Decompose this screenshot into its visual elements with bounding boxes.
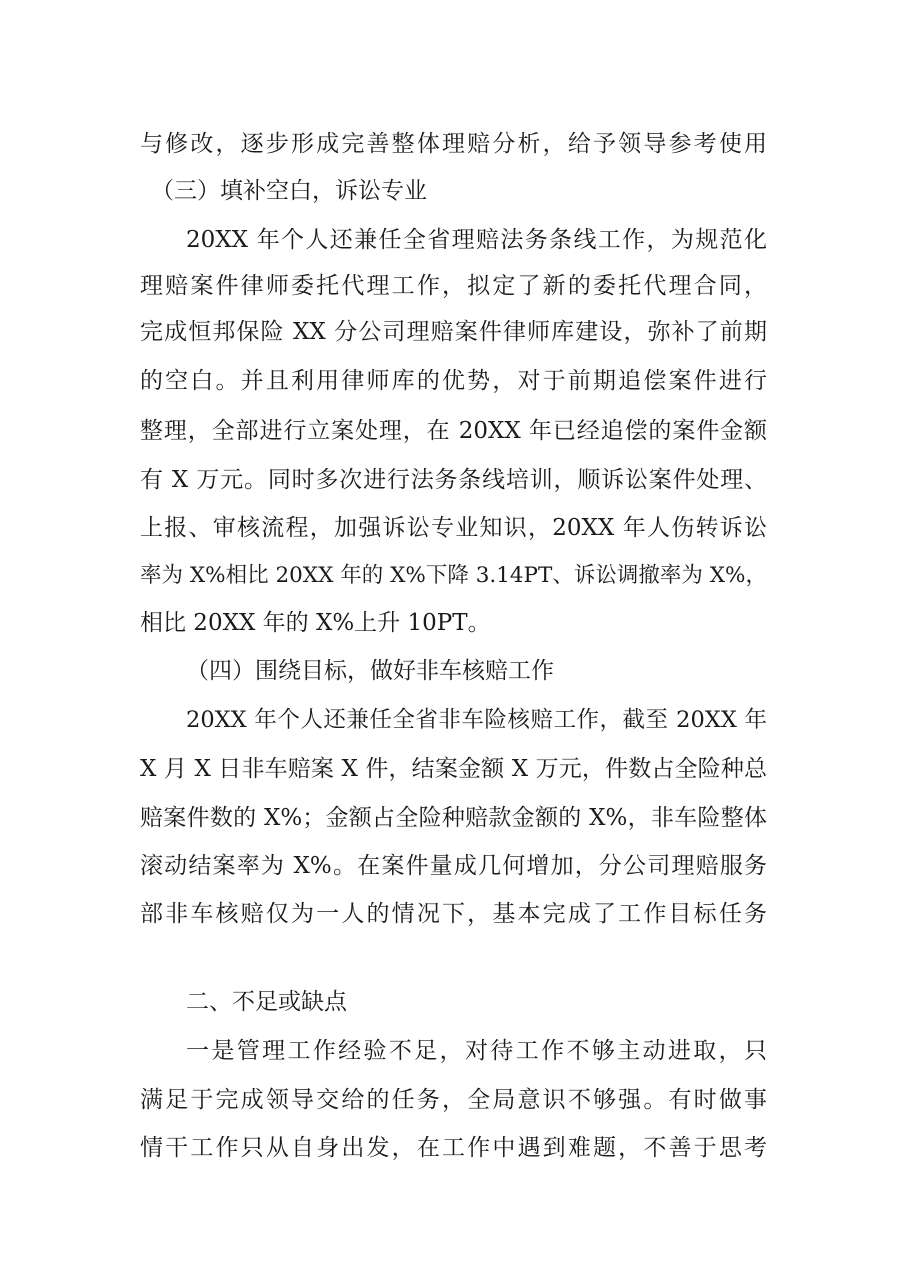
section-heading: （四）围绕目标，做好非车核赔工作 [186,658,554,684]
paragraph-line: X 月 X 日非车赔案 X 件，结案金额 X 万元，件数占全险种总 [140,756,767,782]
paragraph-line: 相比 20XX 年的 X%上升 10PT。 [140,610,491,636]
paragraph-line: 的空白。并且利用律师库的优势，对于前期追偿案件进行 [140,368,767,394]
paragraph-line: 情干工作只从自身出发，在工作中遇到难题，不善于思考 [140,1135,767,1161]
paragraph-line: 赔案件数的 X%；金额占全险种赔款金额的 X%，非车险整体 [140,805,767,831]
paragraph-line: 20XX 年个人还兼任全省理赔法务条线工作，为规范化 [186,227,767,253]
paragraph-line: 完成恒邦保险 XX 分公司理赔案件律师库建设，弥补了前期 [140,319,767,345]
section-heading: （三）填补空白，诉讼专业 [151,178,427,204]
paragraph-line: 滚动结案率为 X%。在案件量成几何增加，分公司理赔服务 [140,853,767,879]
paragraph-line: 与修改，逐步形成完善整体理赔分析，给予领导参考使用 [140,131,767,157]
paragraph-line: 整理，全部进行立案处理，在 20XX 年已经追偿的案件金额 [140,418,767,444]
paragraph-line: 有 X 万元。同时多次进行法务条线培训，顺诉讼案件处理、 [140,467,767,493]
paragraph-line: 一是管理工作经验不足，对待工作不够主动进取，只 [186,1038,767,1064]
paragraph-line: 20XX 年个人还兼任全省非车险核赔工作，截至 20XX 年 [186,707,767,733]
section-heading: 二、不足或缺点 [186,989,347,1015]
paragraph-line: 上报、审核流程，加强诉讼专业知识，20XX 年人伤转诉讼 [140,515,767,541]
paragraph-line: 满足于完成领导交给的任务，全局意识不够强。有时做事 [140,1087,767,1113]
paragraph-line: 率为 X%相比 20XX 年的 X%下降 3.14PT、诉讼调撤率为 X%， [140,563,767,588]
paragraph-line: 理赔案件律师委托代理工作，拟定了新的委托代理合同， [140,273,767,299]
paragraph-line: 部非车核赔仅为一人的情况下，基本完成了工作目标任务 [140,901,767,927]
